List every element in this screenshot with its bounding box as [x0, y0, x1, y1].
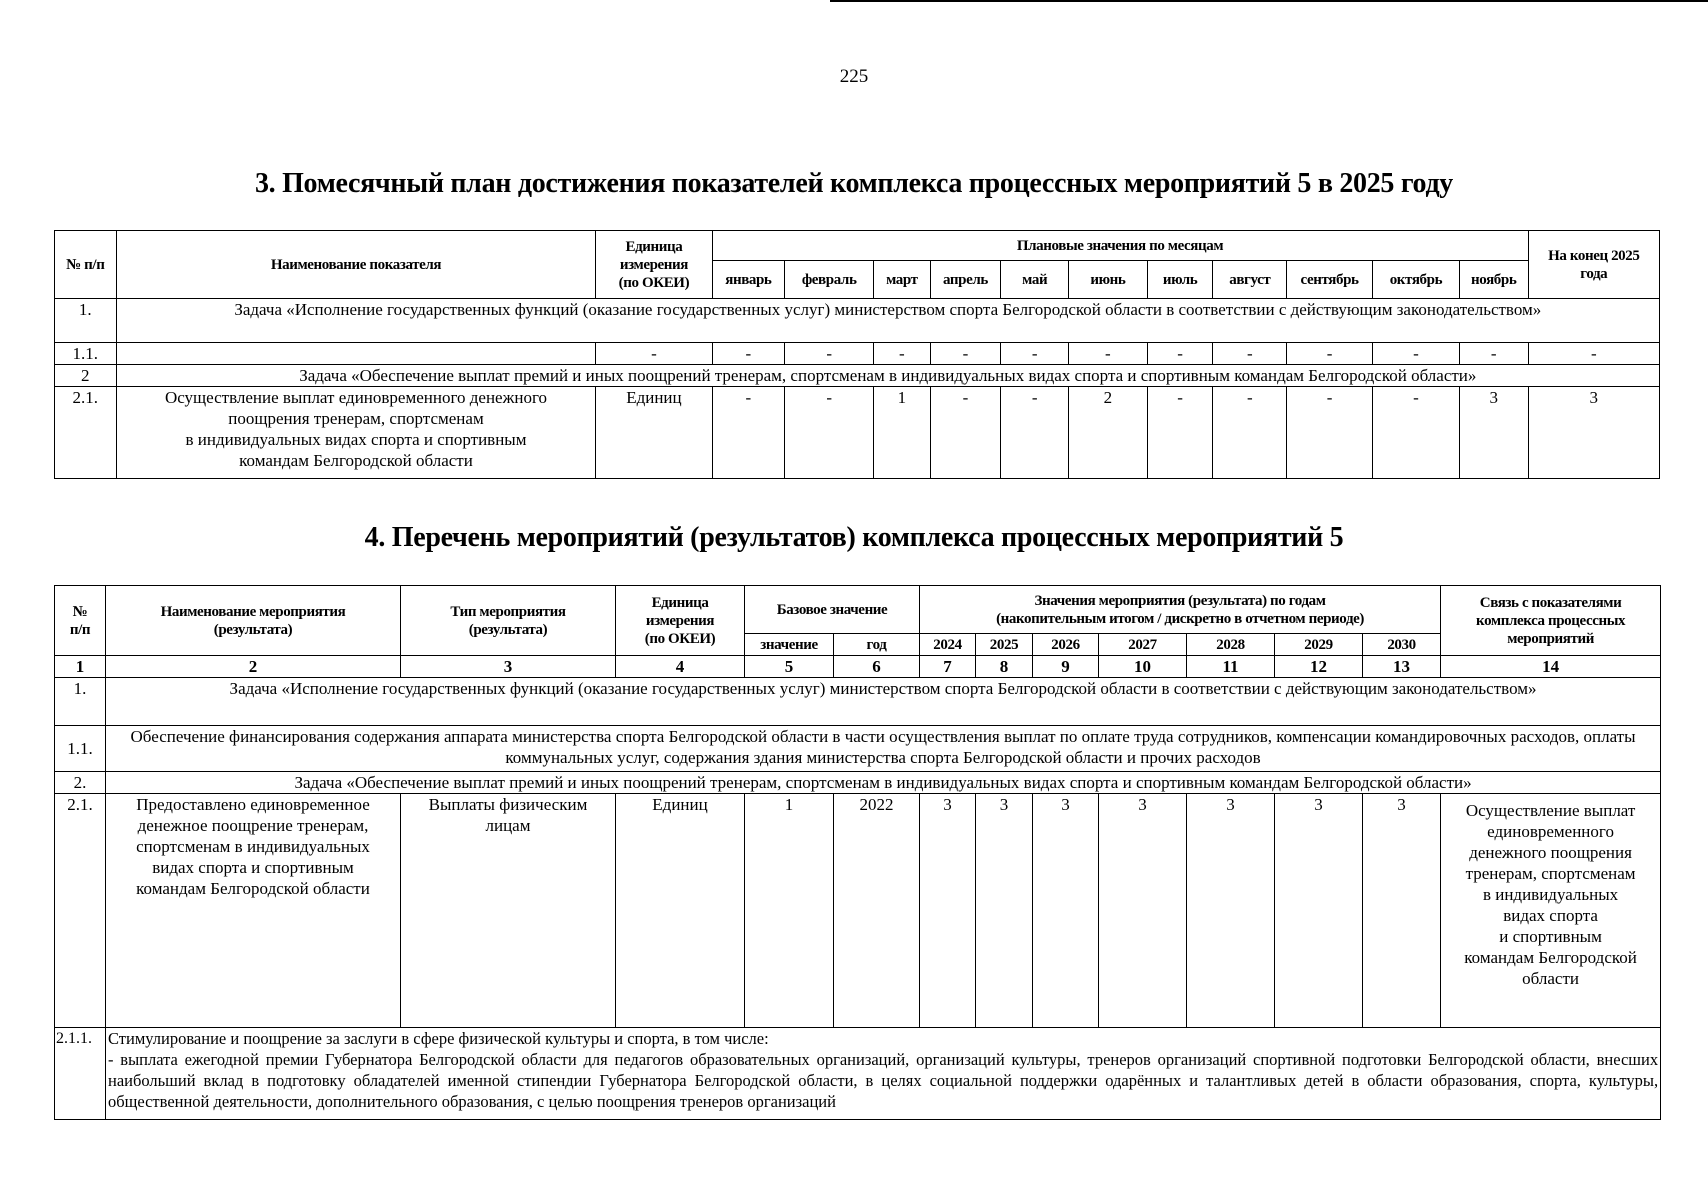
header-year: 2027	[1099, 634, 1187, 656]
header-unit: Единица измерения (по ОКЕИ)	[616, 586, 745, 656]
cell-value: -	[712, 387, 785, 479]
header-year: 2024	[920, 634, 976, 656]
indicator-name: Осуществление выплат единовременного денежного поощрения тренерам, спортсменам в индивидуальных видах спорта и спортивным командам Белгородской области	[116, 387, 596, 479]
incentive-text	[106, 1028, 1661, 1120]
linked-indicator: Осуществление выплат единовременного денежного поощрения тренерам, спортсменам в индивидуальных видах спорта и спортивным командам Белгородской области	[1441, 794, 1661, 1028]
header-month: май	[1001, 261, 1069, 299]
table-row	[55, 299, 1660, 343]
row-num: 2.1.	[55, 794, 106, 1028]
column-number: 13	[1363, 656, 1441, 678]
cell-value: -	[1459, 343, 1528, 365]
column-numbers-row	[55, 656, 1661, 678]
header-month: сентябрь	[1287, 261, 1373, 299]
table-row	[55, 1028, 1661, 1120]
task-text: Задача «Обеспечение выплат премий и иных поощрений тренерам, спортсменам в индивидуальных видах спорта и спортивным командам Белгородской области»	[106, 772, 1661, 794]
table-row	[55, 343, 1660, 365]
year-value: 3	[920, 794, 976, 1028]
column-number: 14	[1441, 656, 1661, 678]
cell-value: -	[785, 343, 874, 365]
cell-value: 3	[1459, 387, 1528, 479]
cell-value: -	[1287, 387, 1373, 479]
header-monthly-values: Плановые значения по месяцам	[712, 231, 1528, 261]
cell-value: 2	[1069, 387, 1148, 479]
header-year: 2029	[1275, 634, 1363, 656]
header-month: июль	[1147, 261, 1213, 299]
cell-value: -	[1372, 343, 1459, 365]
year-value: 3	[1033, 794, 1099, 1028]
row-num: 1.	[55, 678, 106, 726]
header-month: январь	[712, 261, 785, 299]
header-link: Связь с показателями комплекса процессных мероприятий	[1441, 586, 1661, 656]
header-indicator-name: Наименование показателя	[116, 231, 596, 299]
column-number: 1	[55, 656, 106, 678]
header-year: 2026	[1033, 634, 1099, 656]
table-row	[55, 794, 1661, 1028]
incentive-line-2: - выплата ежегодной премии Губернатора Белгородской области для педагогов образовательных организаций, организаций культуры, тренеров организаций спортивной подготовки Белгородской области, внесших наибольший вклад в подготовку обладателей именной стипендии Губернатора Белгородской области, в целях социальной поддержки одарённых и талантливых детей в области образования, спорта, культуры, общественной деятельности, дополнительного образования, с целью поощрения тренеров организаций	[108, 1050, 1659, 1111]
page-number: 225	[839, 66, 869, 87]
table-row	[55, 387, 1660, 479]
header-base-year: год	[834, 634, 920, 656]
header-activity-name: Наименование мероприятия (результата)	[106, 586, 401, 656]
header-month: июнь	[1069, 261, 1148, 299]
section-title-3: 3. Помесячный план достижения показателей комплекса процессных мероприятий 5 в 2025 году	[254, 168, 1454, 199]
task-text: Задача «Исполнение государственных функций (оказание государственных услуг) министерством спорта Белгородской области в соответствии с действующим законодательством»	[116, 299, 1659, 343]
base-value: 1	[745, 794, 834, 1028]
activity-name: Предоставлено единовременное денежное поощрение тренерам, спортсменам в индивидуальных видах спорта и спортивным командам Белгородской области	[106, 794, 401, 1028]
year-value: 3	[1187, 794, 1275, 1028]
column-number: 12	[1275, 656, 1363, 678]
column-number: 9	[1033, 656, 1099, 678]
table-row	[55, 678, 1661, 726]
header-end-of-year: На конец 2025 года	[1528, 231, 1659, 299]
cell-value: -	[1213, 387, 1287, 479]
header-year: 2028	[1187, 634, 1275, 656]
year-value: 3	[1363, 794, 1441, 1028]
year-value: 3	[1275, 794, 1363, 1028]
header-base: Базовое значение	[745, 586, 920, 634]
cell-value: 1	[874, 387, 931, 479]
column-number: 10	[1099, 656, 1187, 678]
cell-value: -	[1001, 343, 1069, 365]
row-num: 1.	[55, 299, 117, 343]
cell-value: -	[874, 343, 931, 365]
task-text: Задача «Обеспечение выплат премий и иных поощрений тренерам, спортсменам в индивидуальных видах спорта и спортивным командам Белгородской области»	[116, 365, 1659, 387]
cell-value: -	[1147, 387, 1213, 479]
cell-value: -	[1528, 343, 1659, 365]
task-text: Задача «Исполнение государственных функций (оказание государственных услуг) министерством спорта Белгородской области в соответствии с действующим законодательством»	[106, 678, 1661, 726]
header-month: март	[874, 261, 931, 299]
funding-text: Обеспечение финансирования содержания аппарата министерства спорта Белгородской области в части осуществления выплат по оплате труда сотрудников, компенсации командировочных расходов, оплаты коммунальных услуг, содержания здания министерства спорта Белгородской области и прочих расходов	[106, 726, 1661, 772]
monthly-plan-table	[54, 230, 1660, 479]
cell-value: 3	[1528, 387, 1659, 479]
header-month: апрель	[930, 261, 1001, 299]
unit: Единиц	[616, 794, 745, 1028]
activities-table	[54, 585, 1661, 1120]
column-number: 8	[976, 656, 1033, 678]
year-value: 3	[1099, 794, 1187, 1028]
header-month: октябрь	[1372, 261, 1459, 299]
cell-value: -	[930, 387, 1001, 479]
header-unit: Единица измерения (по ОКЕИ)	[596, 231, 712, 299]
header-month: август	[1213, 261, 1287, 299]
scan-edge-line	[830, 0, 1708, 2]
column-number: 5	[745, 656, 834, 678]
header-year: 2030	[1363, 634, 1441, 656]
header-years-group: Значения мероприятия (результата) по годам (накопительным итогом / дискретно в отчетном периоде)	[920, 586, 1441, 634]
column-number: 2	[106, 656, 401, 678]
row-num: 2.1.1.	[55, 1028, 106, 1120]
base-year: 2022	[834, 794, 920, 1028]
table-row	[55, 365, 1660, 387]
row-num: 1.1.	[55, 726, 106, 772]
year-value: 3	[976, 794, 1033, 1028]
cell-value: -	[1213, 343, 1287, 365]
header-activity-type: Тип мероприятия (результата)	[401, 586, 616, 656]
unit: Единиц	[596, 387, 712, 479]
row-num: 2.1.	[55, 387, 117, 479]
indicator-name	[116, 343, 596, 365]
cell-value: -	[1001, 387, 1069, 479]
column-number: 11	[1187, 656, 1275, 678]
header-num: № п/п	[55, 231, 117, 299]
column-number: 6	[834, 656, 920, 678]
row-num: 1.1.	[55, 343, 117, 365]
header-base-value: значение	[745, 634, 834, 656]
section-title-4: 4. Перечень мероприятий (результатов) комплекса процессных мероприятий 5	[364, 522, 1344, 553]
cell-value: -	[596, 343, 712, 365]
header-month: февраль	[785, 261, 874, 299]
row-num: 2	[55, 365, 117, 387]
cell-value: -	[785, 387, 874, 479]
column-number: 4	[616, 656, 745, 678]
column-number: 7	[920, 656, 976, 678]
cell-value: -	[1147, 343, 1213, 365]
cell-value: -	[1069, 343, 1148, 365]
row-num: 2.	[55, 772, 106, 794]
cell-value: -	[712, 343, 785, 365]
cell-value: -	[930, 343, 1001, 365]
table-row	[55, 726, 1661, 772]
header-year: 2025	[976, 634, 1033, 656]
cell-value: -	[1287, 343, 1373, 365]
incentive-line-1: Стимулирование и поощрение за заслуги в сфере физической культуры и спорта, в том числе:	[108, 1029, 769, 1048]
activity-type: Выплаты физическим лицам	[401, 794, 616, 1028]
column-number: 3	[401, 656, 616, 678]
header-num: № п/п	[55, 586, 106, 656]
table-row	[55, 772, 1661, 794]
header-month: ноябрь	[1459, 261, 1528, 299]
cell-value: -	[1372, 387, 1459, 479]
